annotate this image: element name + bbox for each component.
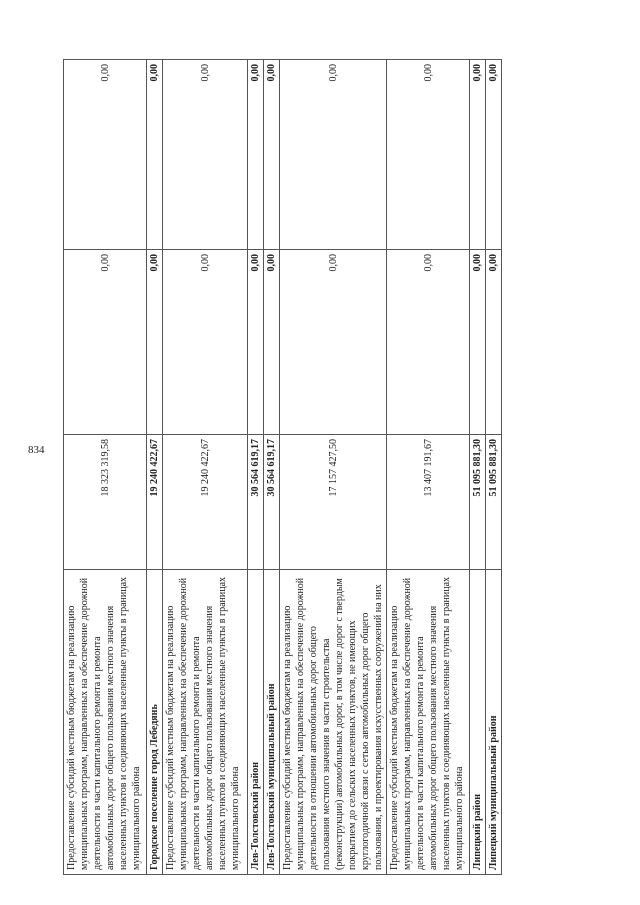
row-value-2: 0,00 — [248, 250, 264, 435]
row-value-1: 13 407 191,67 — [387, 435, 470, 570]
row-value-3: 0,00 — [163, 60, 248, 250]
row-value-1: 30 564 619,17 — [264, 435, 280, 570]
row-value-3: 0,00 — [147, 60, 163, 250]
table-row — [280, 60, 387, 875]
row-value-2: 0,00 — [387, 250, 470, 435]
budget-table-rotated — [63, 60, 543, 875]
row-value-3: 0,00 — [486, 60, 502, 250]
row-description: Предоставление субсидий местным бюджетам на реализацию муниципальных программ, направленных на обеспечение дорожной деятельности в части капитального ремонта и ремонта автомобильных дорог общего пользования местного значения населенных пунктов и соединяющих населенные пункты в границах муниципального района — [387, 570, 470, 875]
row-value-3: 0,00 — [470, 60, 486, 250]
row-value-3: 0,00 — [280, 60, 387, 250]
row-value-1: 51 095 881,30 — [470, 435, 486, 570]
row-value-1: 51 095 881,30 — [486, 435, 502, 570]
row-value-2: 0,00 — [470, 250, 486, 435]
row-value-2: 0,00 — [147, 250, 163, 435]
row-value-3: 0,00 — [387, 60, 470, 250]
table-row — [248, 60, 264, 875]
row-value-1: 17 157 427,50 — [280, 435, 387, 570]
table-row — [486, 60, 502, 875]
row-value-3: 0,00 — [264, 60, 280, 250]
row-value-1: 30 564 619,17 — [248, 435, 264, 570]
row-description: Предоставление субсидий местным бюджетам на реализацию муниципальных программ, направленных на обеспечение дорожной деятельности в отношении автомобильных дорог общего пользования местного значения в части строительства (реконструкции) автомобильных дорог, в том числе дорог с твердым покрытием до сельских населенных пунктов, не имеющих круглогодичной связи с сетью автомобильных дорог общего пользования, и проектирования искусственных сооружений на них — [280, 570, 387, 875]
row-value-2: 0,00 — [264, 250, 280, 435]
row-description: Предоставление субсидий местным бюджетам на реализацию муниципальных программ, направленных на обеспечение дорожной деятельности в части капитального ремонта и ремонта автомобильных дорог общего пользования местного значения населенных пунктов и соединяющих населенные пункты в границах муниципального района — [64, 570, 147, 875]
row-value-2: 0,00 — [163, 250, 248, 435]
row-value-3: 0,00 — [248, 60, 264, 250]
row-value-2: 0,00 — [280, 250, 387, 435]
page-number: 834 — [28, 444, 45, 456]
table-row — [147, 60, 163, 875]
row-value-1: 18 323 319,58 — [64, 435, 147, 570]
row-value-3: 0,00 — [64, 60, 147, 250]
budget-table — [63, 59, 502, 875]
row-description: Липецкий муниципальный район — [486, 570, 502, 875]
table-row — [264, 60, 280, 875]
row-value-1: 19 240 422,67 — [147, 435, 163, 570]
row-description: Лев-Толстовский район — [248, 570, 264, 875]
row-description: Липецкий район — [470, 570, 486, 875]
row-value-2: 0,00 — [64, 250, 147, 435]
table-row — [163, 60, 248, 875]
row-value-2: 0,00 — [486, 250, 502, 435]
table-row — [470, 60, 486, 875]
table-row — [64, 60, 147, 875]
row-value-1: 19 240 422,67 — [163, 435, 248, 570]
row-description: Предоставление субсидий местным бюджетам на реализацию муниципальных программ, направленных на обеспечение дорожной деятельности в части капитального ремонта и ремонта автомобильных дорог общего пользования местного значения населенных пунктов и соединяющих населенные пункты в границах муниципального района — [163, 570, 248, 875]
table-row — [387, 60, 470, 875]
row-description: Городское поселение город Лебедянь — [147, 570, 163, 875]
row-description: Лев-Толстовский муниципальный район — [264, 570, 280, 875]
